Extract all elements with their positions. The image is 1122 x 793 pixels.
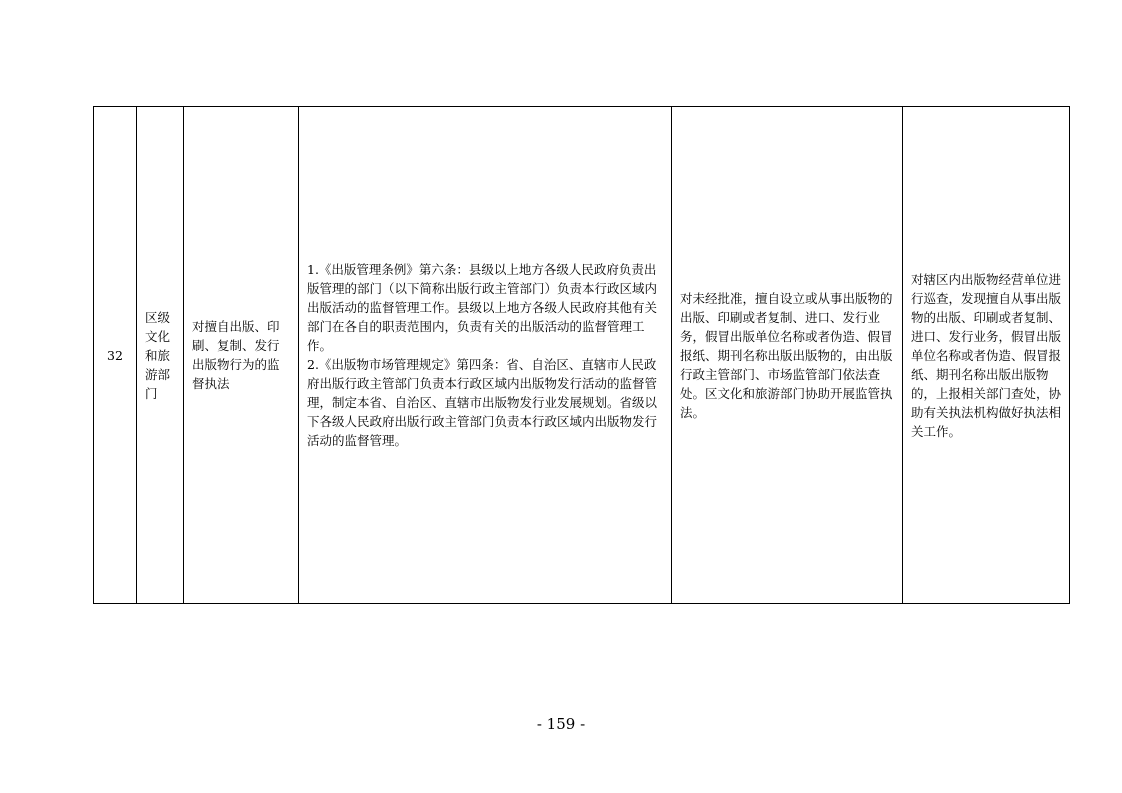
regulation-table: [93, 106, 1070, 604]
duty-text: 对未经批准，擅自设立或从事出版物的出版、印刷或者复制、进口、发行业务，假冒出版单位名称或者伪造、假冒报纸、期刊名称出版出版物的，由出版行政主管部门、市场监管部门依法查处。区文化和旅游部门协助开展监管执法。: [680, 290, 893, 420]
table-row: [94, 107, 1070, 604]
legal-basis-cell: [299, 107, 672, 604]
page-number: - 159 -: [536, 715, 586, 733]
legal-basis-clause-2: 2.《出版物市场管理规定》第四条：省、自治区、直辖市人民政府出版行政主管部门负责本行政区域内出版物发行活动的监督管理，制定本省、自治区、直辖市出版物发行业发展规划。省级以下各级人民政府出版行政主管部门负责本行政区域内出版物发行活动的监督管理。: [307, 357, 658, 448]
department-cell: [137, 107, 184, 604]
item-cell: [184, 107, 299, 604]
responsibility-cell: [903, 107, 1070, 604]
item-text: 对擅自出版、印刷、复制、发行出版物行为的监督执法: [192, 319, 280, 391]
responsibility-text: 对辖区内出版物经营单位进行巡查，发现擅自从事出版物的出版、印刷或者复制、进口、发行业务，假冒出版单位名称或者伪造、假冒报纸、期刊名称出版出版物的，上报相关部门查处，协助有关执法机构做好执法相关工作。: [911, 271, 1062, 439]
duty-cell: [672, 107, 903, 604]
row-number-cell: [94, 107, 137, 604]
row-number: 32: [107, 347, 123, 363]
legal-basis-clause-1: 1.《出版管理条例》第六条：县级以上地方各级人民政府负责出版管理的部门（以下简称出版行政主管部门）负责本行政区域内出版活动的监督管理工作。县级以上地方各级人民政府其他有关部门在各自的职责范围内，负责有关的出版活动的监督管理工作。: [307, 262, 658, 353]
department-text: 区级文化和旅游部门: [145, 309, 171, 401]
